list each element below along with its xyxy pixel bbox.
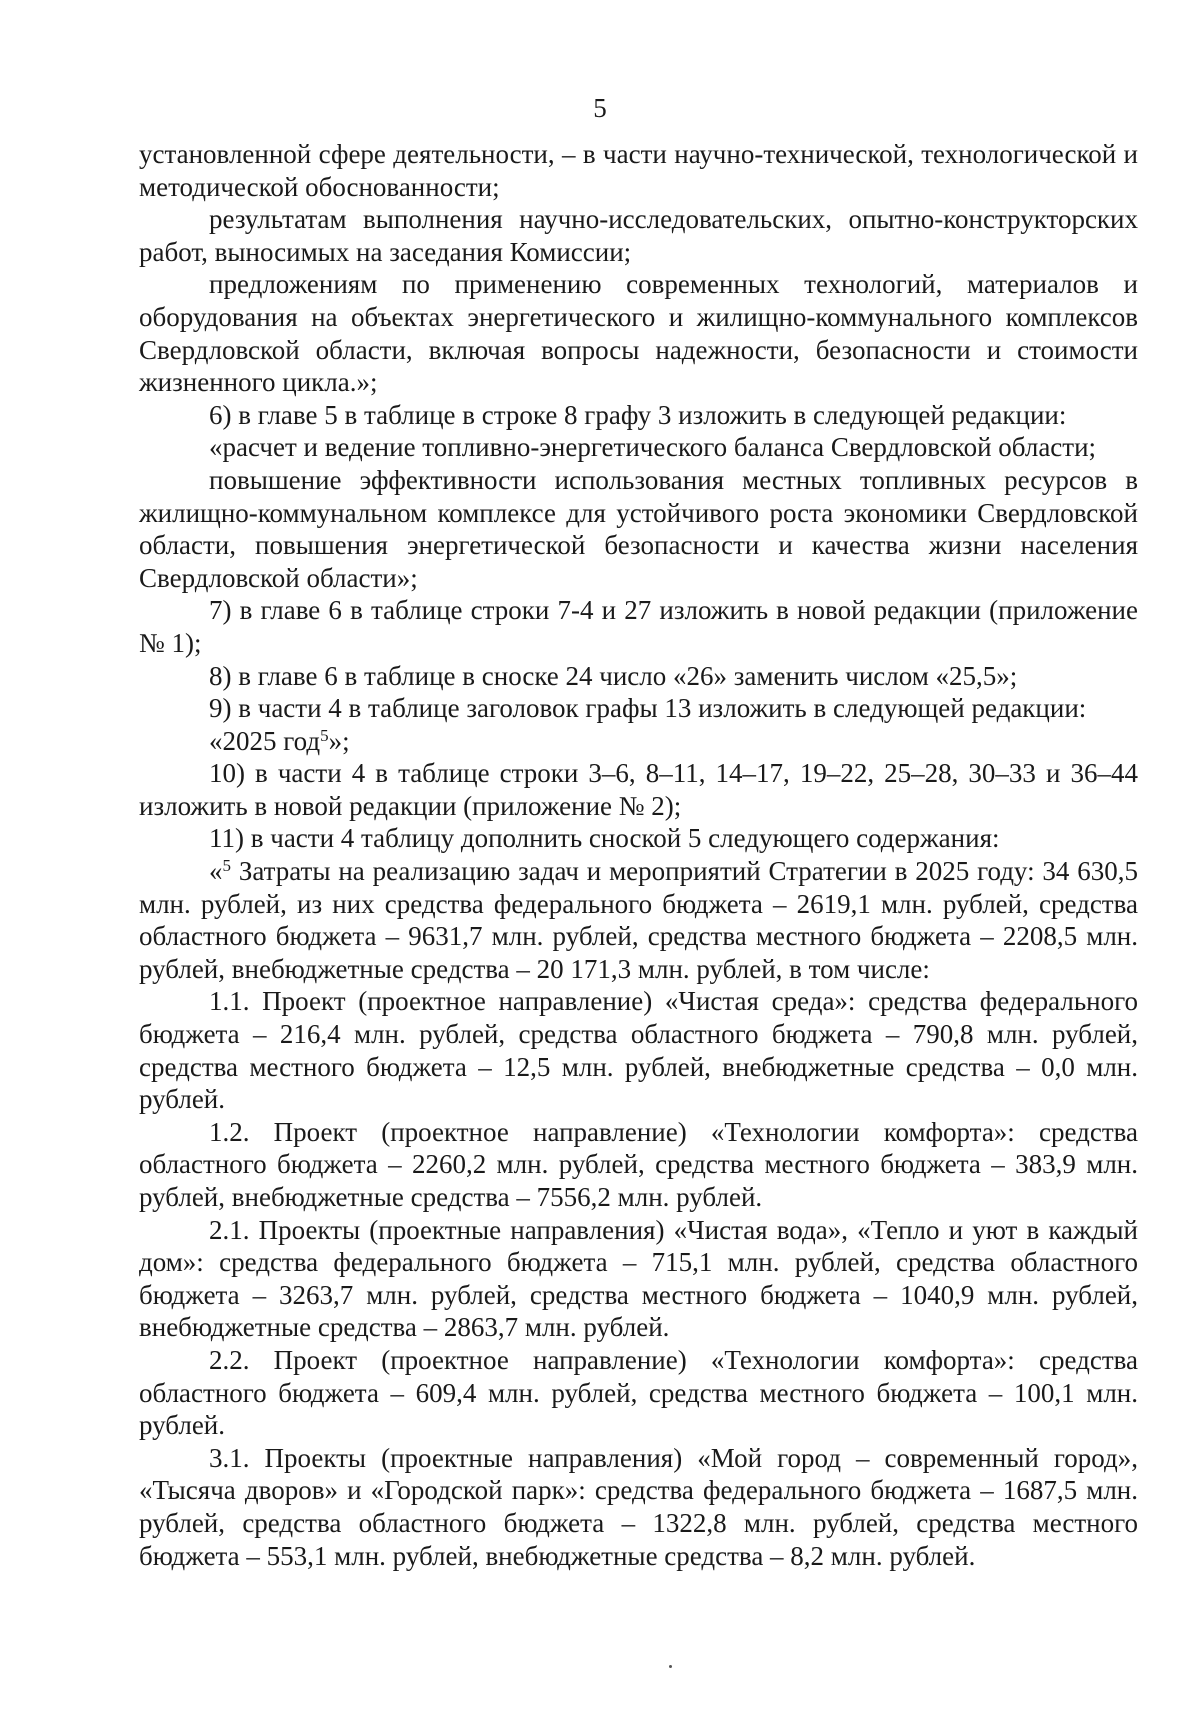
paragraph: «расчет и ведение топливно-энергетического баланса Свердловской области; xyxy=(209,432,1097,463)
quote-text: »; xyxy=(328,725,350,756)
subitem-1-2: 1.2. Проект (проектное направление) «Технологии комфорта»: средства областного бюджета – 2260,2 млн. рублей, средства местного бюджета – 383,9 млн. рублей, внебюджетные средства – 7556,2 млн. рублей. xyxy=(139,1116,1138,1212)
amendment-item-9: 9) в части 4 в таблице заголовок графы 13 изложить в следующей редакции: xyxy=(209,693,1087,724)
subitem-2-2: 2.2. Проект (проектное направление) «Технологии комфорта»: средства областного бюджета – 609,4 млн. рублей, средства местного бюджета – 100,1 млн. рублей. xyxy=(139,1344,1138,1441)
footnote-text: Затраты на реализацию задач и мероприятий Стратегии в 2025 году: 34 630,5 млн. рублей, из них средства федерального бюджета – 2619,1 млн. рублей, средства областного бюджета – 9631,7 млн. рублей, средства местного бюджета – 2208,5 млн. рублей, внебюджетные средства – 20 171,3 млн. рублей, в том числе: xyxy=(139,856,1138,984)
paragraph: результатам выполнения научно-исследовательских, опытно-конструкторских работ, выносимых на заседания Комиссии; xyxy=(139,204,1138,267)
amendment-item-10: 10) в части 4 в таблице строки 3–6, 8–11, 14–17, 19–22, 25–28, 30–33 и 36–44 изложить в новой редакции (приложение № 2); xyxy=(139,758,1138,821)
page-number: 5 xyxy=(593,93,607,123)
footnote-mark: 5 xyxy=(320,725,329,745)
footnote-mark: 5 xyxy=(222,856,231,876)
quote-text: «2025 год xyxy=(209,725,321,756)
amendment-item-8: 8) в главе 6 в таблице в сноске 24 число «26» заменить числом «25,5»; xyxy=(209,660,1018,691)
column-heading-quote xyxy=(139,725,1138,758)
amendment-item-6: 6) в главе 5 в таблице в строке 8 графу 3 изложить в следующей редакции: xyxy=(209,399,1067,430)
amendment-item-7: 7) в главе 6 в таблице строки 7-4 и 27 изложить в новой редакции (приложение № 1); xyxy=(139,595,1138,658)
paragraph: предложениям по применению современных технологий, материалов и оборудования на объектах энергетического и жилищно-коммунального комплексов Свердловской области, включая вопросы надежности, безопасности и стоимости жизненного цикла.»; xyxy=(139,269,1138,398)
subitem-1-1: 1.1. Проект (проектное направление) «Чистая среда»: средства федерального бюджета – 216,4 млн. рублей, средства областного бюджета – 790,8 млн. рублей, средства местного бюджета – 12,5 млн. рублей, внебюджетные средства – 0,0 млн. рублей. xyxy=(139,986,1138,1115)
document-body xyxy=(139,138,1138,1572)
paragraph: установленной сфере деятельности, – в части научно-технической, технологической и методической обоснованности; xyxy=(139,139,1138,202)
subitem-2-1: 2.1. Проекты (проектные направления) «Чистая вода», «Тепло и уют в каждый дом»: средства федерального бюджета – 715,1 млн. рублей, средства областного бюджета – 3263,7 млн. рублей, средства местного бюджета – 1040,9 млн. рублей, внебюджетные средства – 2863,7 млн. рублей. xyxy=(139,1214,1138,1343)
quote-text: « xyxy=(209,856,223,887)
subitem-3-1: 3.1. Проекты (проектные направления) «Мой город – современный город», «Тысяча дворов» и «Городской парк»: средства федерального бюджета – 1687,5 млн. рублей, средства областного бюджета – 1322,8 млн. рублей, средства местного бюджета – 553,1 млн. рублей, внебюджетные средства – 8,2 млн. рублей. xyxy=(139,1442,1138,1571)
amendment-item-11: 11) в части 4 таблицу дополнить сноской 5 следующего содержания: xyxy=(209,823,1000,854)
footnote-paragraph xyxy=(139,855,1138,985)
scan-speck xyxy=(669,1665,672,1668)
paragraph: повышение эффективности использования местных топливных ресурсов в жилищно-коммунальном комплексе для устойчивого роста экономики Свердловской области, повышения энергетической безопасности и качества жизни населения Свердловской области»; xyxy=(139,464,1138,593)
